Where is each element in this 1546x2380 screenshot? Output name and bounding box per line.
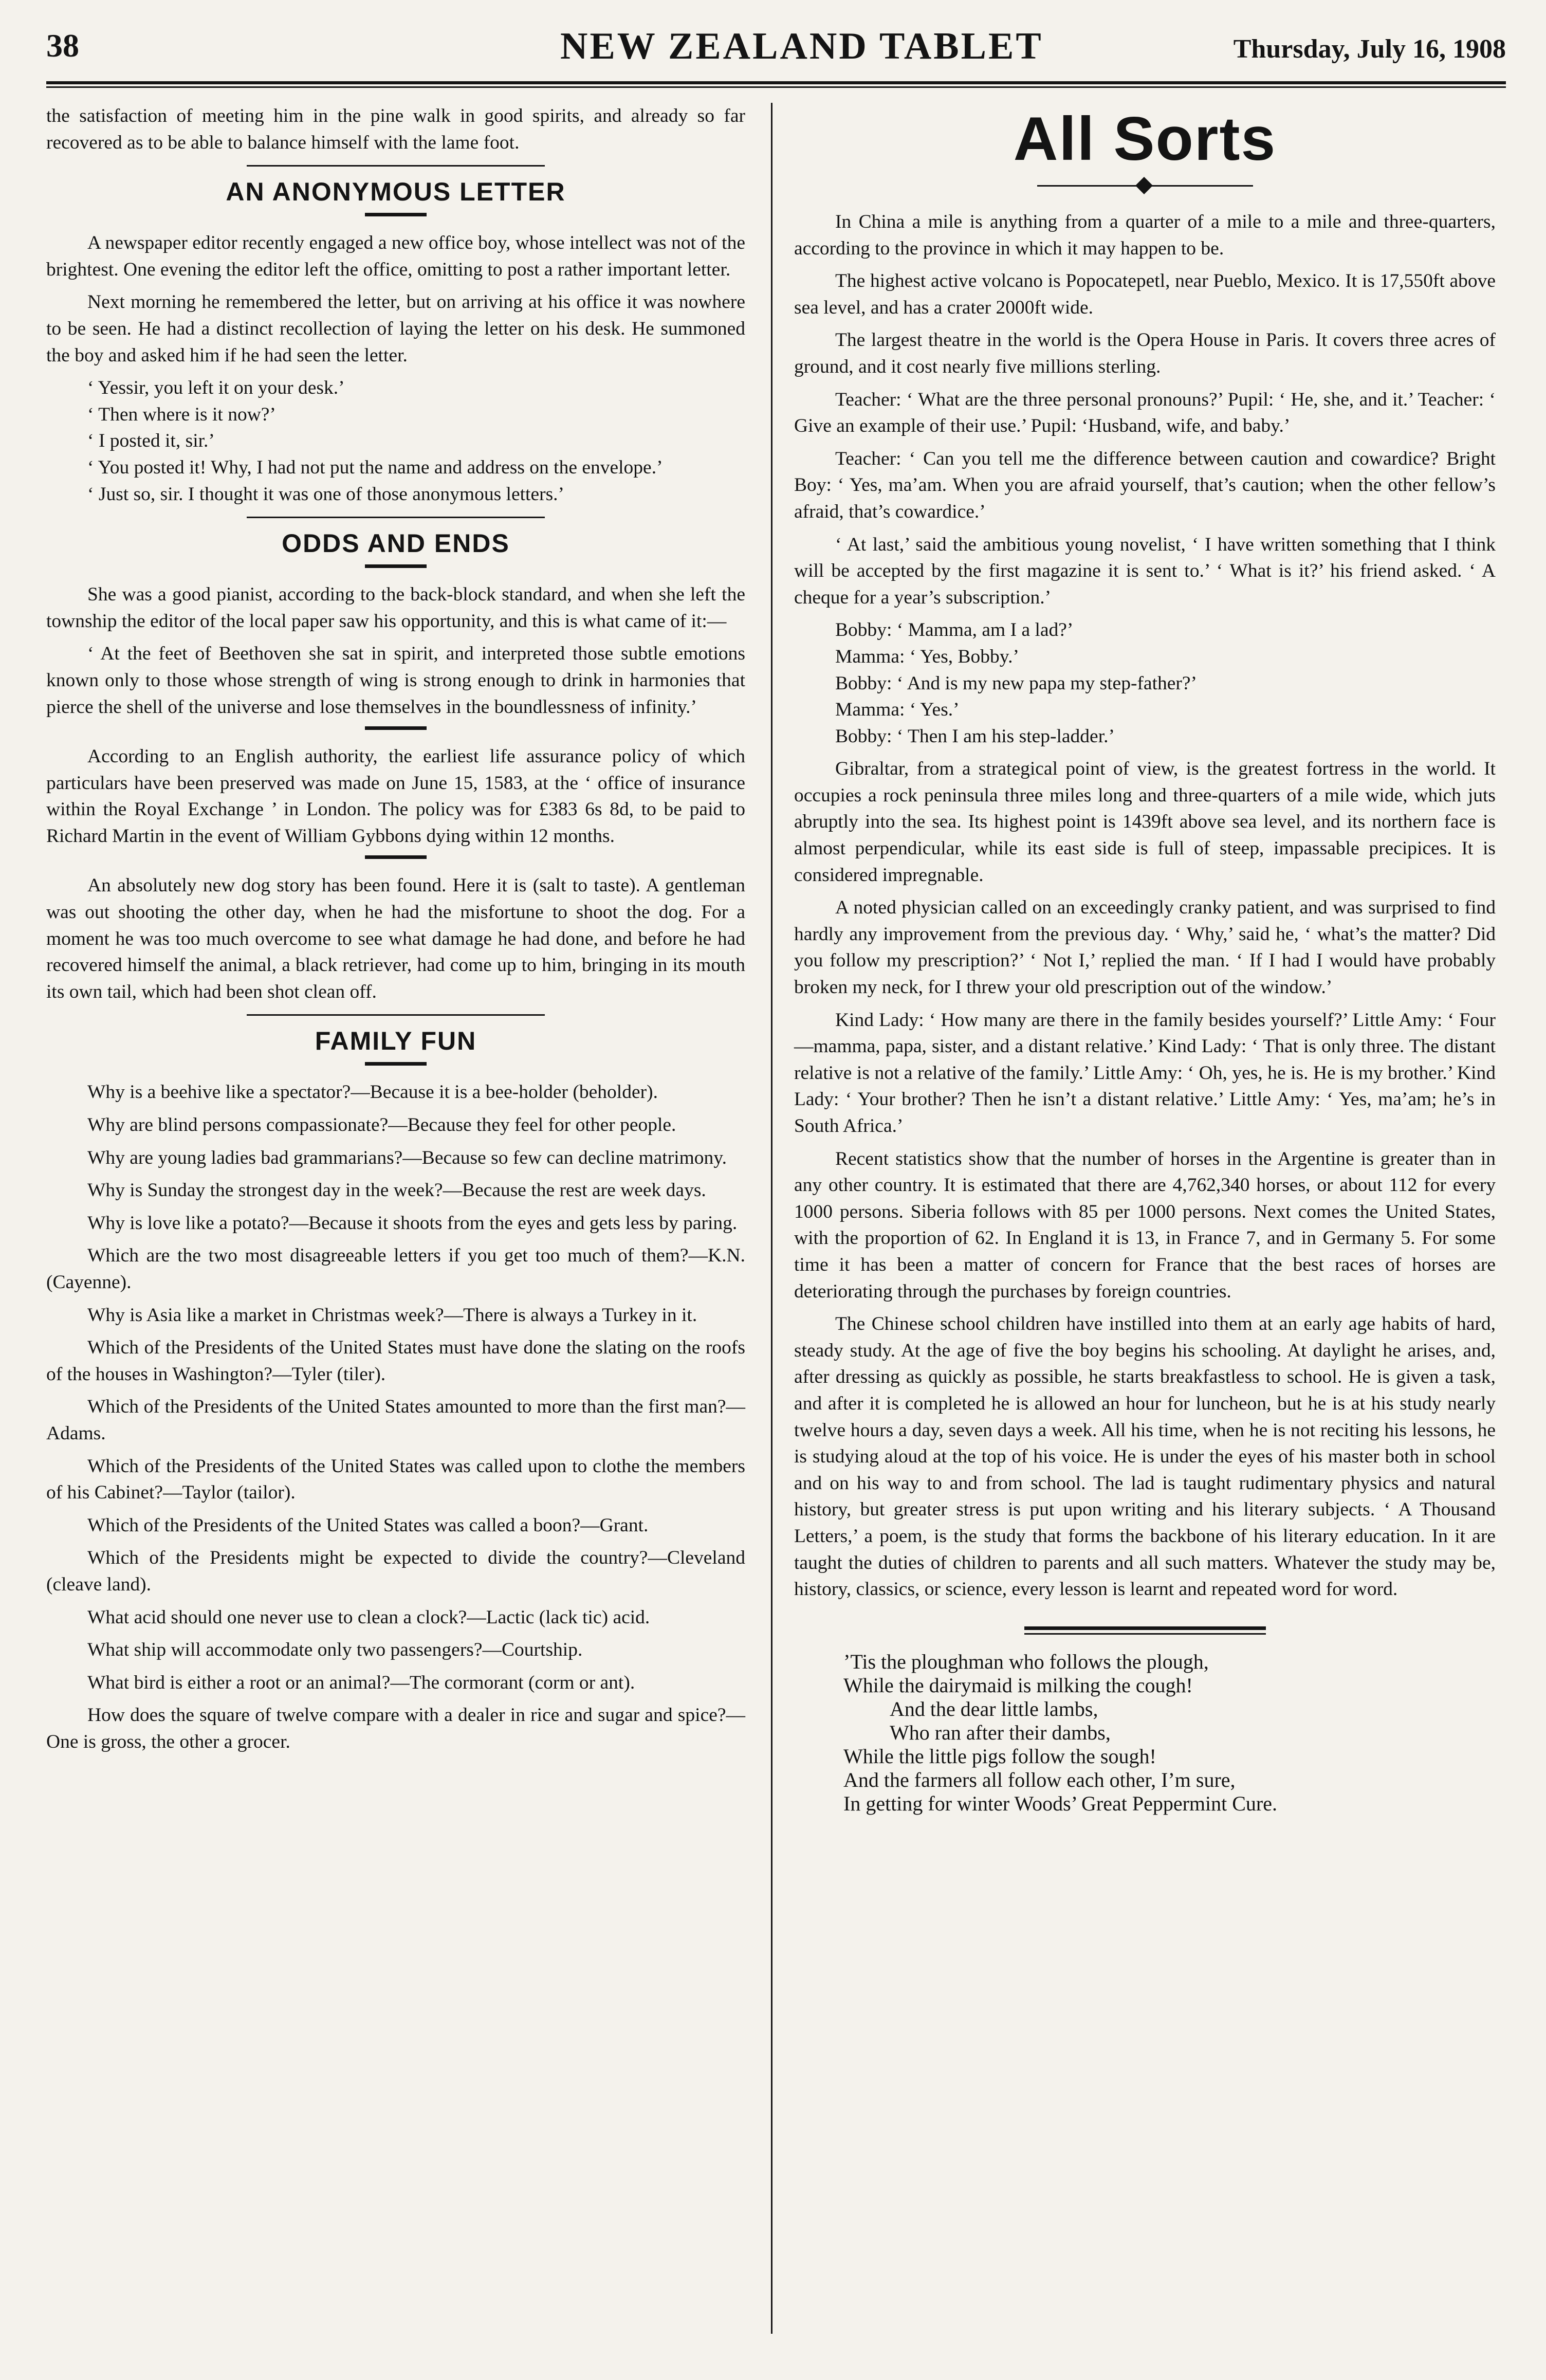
riddle: Why are blind persons compassionate?—Because they feel for other people. bbox=[87, 1114, 676, 1136]
section-heading: FAMILY FUN bbox=[315, 1027, 477, 1056]
poem-line: Who ran after their dambs, bbox=[890, 1720, 1111, 1744]
left-column bbox=[46, 103, 745, 1762]
riddle: What ship will accommodate only two passengers?—Courtship. bbox=[87, 1639, 583, 1661]
masthead-rule bbox=[46, 86, 1506, 88]
paragraph: ‘ You posted it! Why, I had not put the name and address on the envelope.’ bbox=[87, 456, 663, 478]
riddle: Which of the Presidents of the United States was called a boon?—Grant. bbox=[87, 1514, 649, 1536]
riddle: What bird is either a root or an animal?—The cormorant (corm or ant). bbox=[87, 1672, 635, 1693]
publication-title: NEW ZEALAND TABLET bbox=[560, 25, 1043, 67]
riddle: Which of the Presidents of the United States must have done the slating on the roofs of the houses in Washington?—Tyler (tiler). bbox=[46, 1337, 745, 1385]
paragraph: She was a good pianist, according to the back-block standard, and when she left the township the editor of the local paper saw his opportunity, and this is what came of it:— bbox=[46, 584, 745, 632]
dialogue-line: Bobby: ‘ And is my new papa my step-father?’ bbox=[835, 672, 1198, 694]
column-divider bbox=[771, 103, 772, 2334]
right-column bbox=[794, 103, 1496, 1816]
riddle: Why is Asia like a market in Christmas week?—There is always a Turkey in it. bbox=[87, 1304, 697, 1326]
riddle: What acid should one never use to clean a clock?—Lactic (lack tic) acid. bbox=[87, 1606, 650, 1628]
paragraph: According to an English authority, the earliest life assurance policy of which particulars have been preserved was made on June 15, 1583, at the ‘ office of insurance within the Royal Exchange ’ in London. The policy was for £383 6s 8d, to be paid to Richard Martin in the event of William Gybbons dying within 12 months. bbox=[46, 746, 745, 847]
riddle: Why is a beehive like a spectator?—Because it is a bee-holder (beholder). bbox=[87, 1082, 658, 1103]
continued-paragraph: the satisfaction of meeting him in the pine walk in good spirits, and already so far recovered as to be able to balance himself with the lame foot. bbox=[46, 105, 745, 153]
paragraph: A noted physician called on an exceedingly cranky patient, and was surprised to find hardly any improvement from the previous day. ‘ Why,’ said he, ‘ what’s the matter? Did you follow my prescription?’ ‘ Not I,’ replied the man. ‘ If I had I would have probably broken my neck, for I threw your old prescription out of the window.’ bbox=[794, 897, 1496, 998]
paragraph: The largest theatre in the world is the Opera House in Paris. It covers three acres of ground, and it cost nearly five millions sterling. bbox=[794, 329, 1496, 377]
riddle: Which are the two most disagreeable letters if you get too much of them?—K.N. (Cayenne). bbox=[46, 1245, 745, 1293]
dialogue-line: Mamma: ‘ Yes.’ bbox=[835, 699, 960, 721]
riddle: Why are young ladies bad grammarians?—Because so few can decline matrimony. bbox=[87, 1147, 727, 1168]
diamond-ornament-icon bbox=[1135, 177, 1153, 194]
riddle: Which of the Presidents of the United States amounted to more than the first man?—Adams. bbox=[46, 1396, 745, 1444]
paragraph: Gibraltar, from a strategical point of view, is the greatest fortress in the world. It occupies a rock peninsula three miles long and three-quarters of a mile wide, which juts abruptly into the sea. Its highest point is 1439ft above sea level, and its northern face is almost perpendicular, while its east side is full of steep, impassable precipices. It is considered impregnable. bbox=[794, 758, 1496, 886]
paragraph: The highest active volcano is Popocatepetl, near Pueblo, Mexico. It is 17,550ft above sea level, and has a crater 2000ft wide. bbox=[794, 270, 1496, 318]
section-heading: AN ANONYMOUS LETTER bbox=[226, 177, 566, 207]
dialogue-line: Bobby: ‘ Mamma, am I a lad?’ bbox=[835, 619, 1074, 641]
bobby-dialogue bbox=[794, 617, 1496, 749]
paragraph: The Chinese school children have instilled into them at an early age habits of hard, steady study. At the age of five the boy begins his schooling. At daylight he arises, and, after dressing as quickly as possible, he starts breakfastless to school. He is given a task, and after it is completed he is allowed an hour for luncheon, but he is at his study nearly twelve hours a day, seven days a week. All his time, when he is not reciting his lessons, he is studying aloud at the top of his voice. He is under the eyes of his master both in school and on his way to and from school. The lad is taught rudimentary physics and natural history, but greater stress is put upon writing and his literary subjects. ‘ A Thousand Letters,’ a poem, is the study that forms the backbone of his literary education. In it are taught the duties of children to parents and all such matters. Whatever the study may be, history, classics, or science, every lesson is learnt and repeated word for word. bbox=[794, 1313, 1496, 1600]
all-sorts-heading: All Sorts bbox=[1013, 104, 1277, 173]
paragraph: Teacher: ‘ What are the three personal pronouns?’ Pupil: ‘ He, she, and it.’ Teacher: ‘ Give an example of their use.’ Pupil: ‘Husband, wife, and baby.’ bbox=[794, 389, 1496, 437]
riddle: Which of the Presidents might be expected to divide the country?—Cleveland (cleave land). bbox=[46, 1547, 745, 1595]
heading-ornament bbox=[1037, 178, 1253, 193]
dialogue-line: Mamma: ‘ Yes, Bobby.’ bbox=[835, 646, 1019, 667]
paragraph: ‘ At last,’ said the ambitious young novelist, ‘ I have written something that I think will be accepted by the first magazine it is sent to.’ ‘ What is it?’ his friend asked. ‘ A cheque for a year’s subscription.’ bbox=[794, 534, 1496, 608]
poem-line: While the dairymaid is milking the cough! bbox=[843, 1673, 1193, 1697]
dialogue-line: Bobby: ‘ Then I am his step-ladder.’ bbox=[835, 725, 1115, 747]
paragraph: ‘ Just so, sir. I thought it was one of those anonymous letters.’ bbox=[87, 483, 565, 505]
advertisement-poem bbox=[794, 1650, 1496, 1816]
issue-date: Thursday, July 16, 1908 bbox=[1233, 34, 1506, 64]
masthead bbox=[46, 24, 1506, 84]
paragraph: ‘ At the feet of Beethoven she sat in spirit, and interpreted those subtle emotions known only to those whose strength of wing is strong enough to drink in harmonies that pierce the shell of the universe and lose themselves in the boundlessness of infinity.’ bbox=[46, 643, 745, 718]
riddle: How does the square of twelve compare with a dealer in rice and sugar and spice?—One is gross, the other a grocer. bbox=[46, 1705, 745, 1752]
paragraph: A newspaper editor recently engaged a new office boy, whose intellect was not of the brightest. One evening the editor left the office, omitting to post a rather important letter. bbox=[46, 232, 745, 280]
riddle: Which of the Presidents of the United States was called upon to clothe the members of his Cabinet?—Taylor (tailor). bbox=[46, 1455, 745, 1504]
poem-line: And the dear little lambs, bbox=[890, 1697, 1098, 1720]
section-rule bbox=[247, 165, 545, 167]
paragraph: Next morning he remembered the letter, but on arriving at his office it was nowhere to be seen. He had a distinct recollection of laying the letter on his desk. He summoned the boy and asked him if he had seen the letter. bbox=[46, 291, 745, 366]
poem-line: In getting for winter Woods’ Great Peppermint Cure. bbox=[843, 1791, 1277, 1815]
heading-bar bbox=[365, 1062, 427, 1066]
poem-line: ’Tis the ploughman who follows the plough, bbox=[843, 1650, 1209, 1673]
poem-line: While the little pigs follow the sough! bbox=[843, 1744, 1156, 1768]
heading-bar bbox=[365, 213, 427, 216]
riddle: Why is Sunday the strongest day in the week?—Because the rest are week days. bbox=[87, 1180, 706, 1201]
paragraph: Recent statistics show that the number of horses in the Argentine is greater than in any other country. It is estimated that there are 4,762,340 horses, or about 112 for every 1000 persons. Siberia follows with 85 per 1000 persons. Next comes the United States, with the proportion of 62. In England it is 13, in France 7, and in Germany 5. For some time it has been a matter of concern for France that the best races of horses are deteriorating through the purchases by foreign countries. bbox=[794, 1148, 1496, 1302]
section-rule bbox=[247, 1014, 545, 1016]
riddle: Why is love like a potato?—Because it shoots from the eyes and gets less by paring. bbox=[87, 1212, 738, 1234]
section-rule bbox=[247, 517, 545, 518]
paragraph: Teacher: ‘ Can you tell me the difference between caution and cowardice? Bright Boy: ‘ Yes, ma’am. When you are afraid yourself, that’s caution; when the other fellow’s afraid, that’s cowardice.’ bbox=[794, 448, 1496, 522]
page-number: 38 bbox=[46, 27, 79, 64]
poem-rule bbox=[1024, 1626, 1266, 1630]
item-separator bbox=[365, 726, 427, 730]
item-separator bbox=[365, 855, 427, 859]
paragraph: ‘ Then where is it now?’ bbox=[87, 404, 276, 425]
paragraph: Kind Lady: ‘ How many are there in the family besides yourself?’ Little Amy: ‘ Four—mamma, papa, sister, and a distant relative.’ Kind Lady: ‘ That is only three. The distant relative is not a relative of the family.’ Little Amy: ‘ Oh, yes, he is. He is my brother.’ Kind Lady: ‘ Your brother? Then he isn’t a distant relative.’ Little Amy: ‘ Yes, ma’am; he’s in South Africa.’ bbox=[794, 1009, 1496, 1137]
paragraph: ‘ Yessir, you left it on your desk.’ bbox=[87, 377, 345, 399]
paragraph: ‘ I posted it, sir.’ bbox=[87, 430, 215, 452]
poem-line: And the farmers all follow each other, I’m sure, bbox=[843, 1768, 1236, 1791]
poem-rule bbox=[1024, 1633, 1266, 1635]
section-heading: ODDS AND ENDS bbox=[282, 529, 510, 558]
paragraph: In China a mile is anything from a quarter of a mile to a mile and three-quarters, according to the province in which it may happen to be. bbox=[794, 211, 1496, 259]
heading-bar bbox=[365, 564, 427, 568]
paragraph: An absolutely new dog story has been found. Here it is (salt to taste). A gentleman was out shooting the other day, when he had the misfortune to shoot the dog. For a moment he was too much overcome to see what damage he had done, and before he had recovered himself the animal, a black retriever, had come up to him, bringing in its mouth its own tail, which had been shot clean off. bbox=[46, 875, 745, 1002]
